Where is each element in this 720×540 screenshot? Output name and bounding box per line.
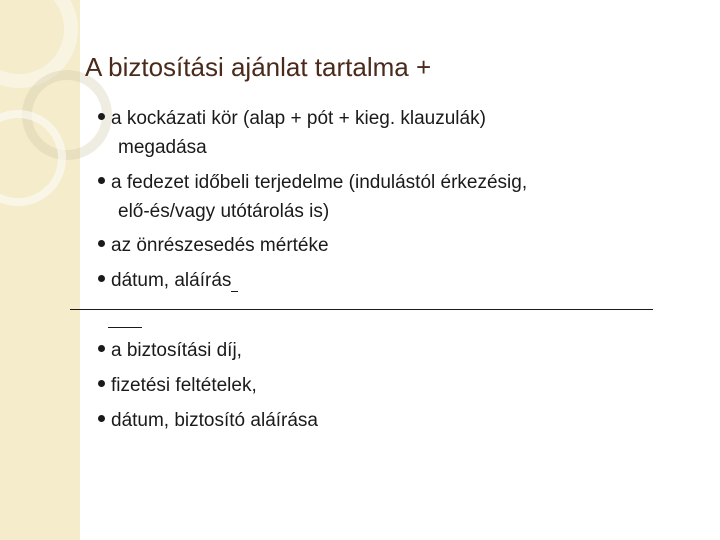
bullet-text: dátum, biztosító aláírása	[111, 410, 318, 431]
horizontal-divider	[70, 309, 653, 310]
short-dash-mark	[108, 327, 142, 328]
bullet-item-insurer-signature	[98, 410, 318, 432]
bullet-icon	[98, 113, 105, 120]
bullet-text: a kockázati kör (alap + pót + kieg. klauzulák)	[111, 108, 486, 129]
bullet-item-premium	[98, 340, 242, 362]
bullet-icon	[98, 415, 105, 422]
side-decoration-panel	[0, 0, 80, 540]
bullet-icon	[98, 240, 105, 247]
bullet-icon	[98, 177, 105, 184]
bullet-icon	[98, 380, 105, 387]
bullet-continuation: megadása	[118, 137, 207, 158]
bullet-icon	[98, 275, 105, 282]
bullet-item-risk-scope	[98, 108, 486, 130]
bullet-text: az önrészesedés mértéke	[111, 235, 329, 256]
bullet-icon	[98, 345, 105, 352]
bullet-item-date-signature	[98, 270, 238, 292]
slide-title: A biztosítási ajánlat tartalma +	[85, 52, 432, 82]
bullet-text: dátum, aláírás	[111, 270, 232, 291]
bullet-item-coverage-period	[98, 172, 527, 194]
bullet-text: a fedezet időbeli terjedelme (indulástól érkezésig,	[111, 172, 528, 193]
underline-mark	[231, 275, 238, 292]
bullet-continuation: elő-és/vagy utótárolás is)	[118, 201, 330, 222]
bullet-text: fizetési feltételek,	[111, 375, 257, 396]
bullet-item-deductible	[98, 235, 329, 257]
bullet-item-payment-terms	[98, 375, 257, 397]
bullet-text: a biztosítási díj,	[111, 340, 242, 361]
